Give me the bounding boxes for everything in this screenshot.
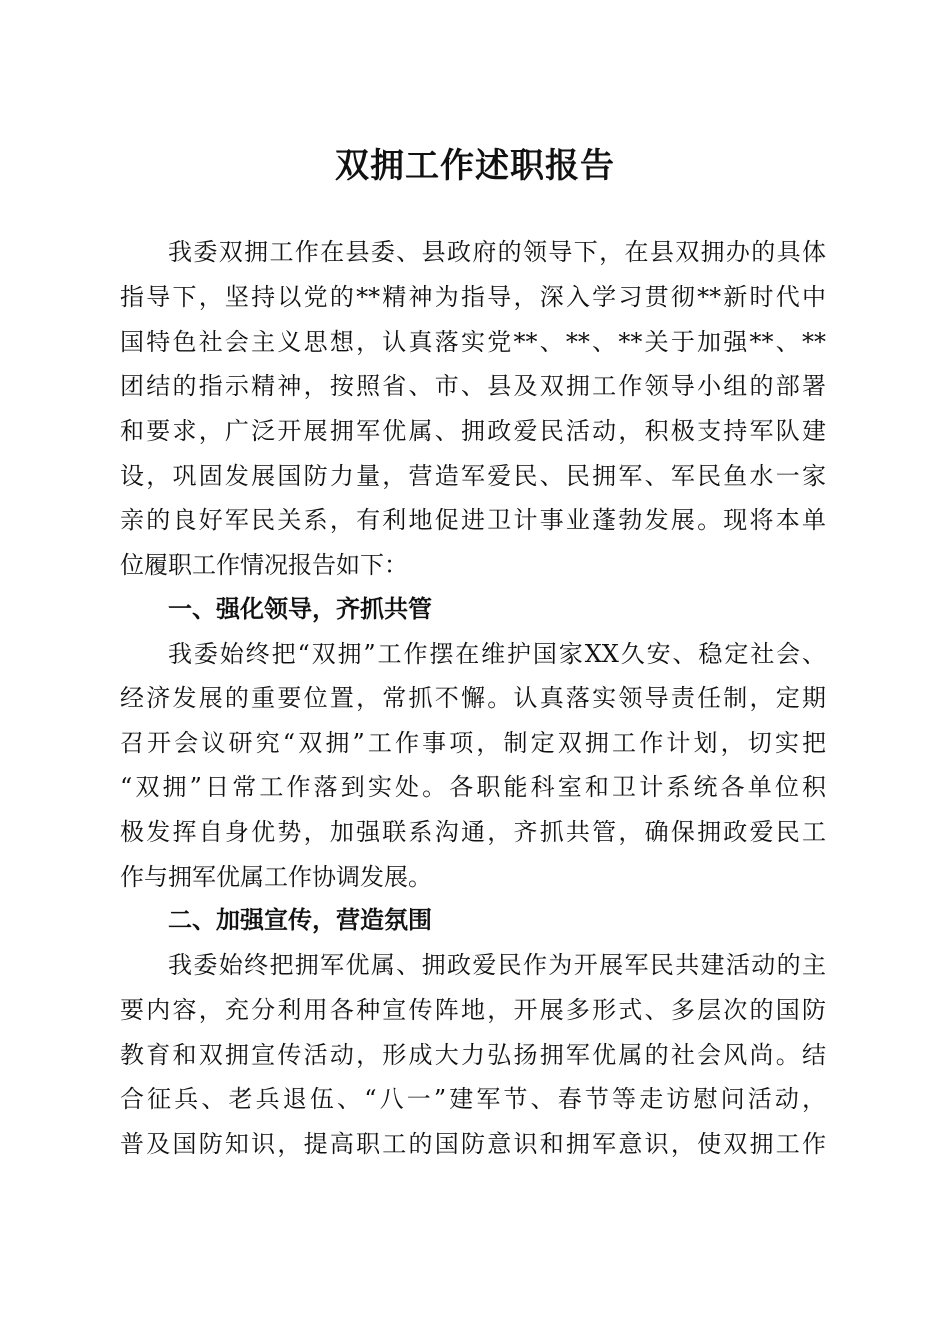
text-line: 教育和双拥宣传活动，形成大力弘扬拥军优属的社会风尚。结 bbox=[120, 1041, 826, 1069]
text-line: 亲的良好军民关系，有利地促进卫计事业蓬勃发展。现将本单 bbox=[120, 506, 826, 534]
text-line: 我委始终把拥军优属、拥政爱民作为开展军民共建活动的主 bbox=[168, 951, 826, 979]
text-line: 我委始终把“双拥”工作摆在维护国家XX久安、稳定社会、 bbox=[168, 640, 826, 668]
text-line: 经济发展的重要位置，常抓不懈。认真落实领导责任制，定期 bbox=[120, 684, 826, 712]
section-heading: 一、强化领导，齐抓共管 bbox=[168, 595, 432, 623]
text-line: 作与拥军优属工作协调发展。 bbox=[120, 863, 432, 891]
text-line: 召开会议研究“双拥”工作事项，制定双拥工作计划，切实把 bbox=[120, 729, 826, 757]
text-line: 设，巩固发展国防力量，营造军爱民、民拥军、军民鱼水一家 bbox=[120, 462, 826, 490]
text-line: 国特色社会主义思想，认真落实党**、**、**关于加强**、** bbox=[120, 328, 826, 356]
text-line: 和要求，广泛开展拥军优属、拥政爱民活动，积极支持军队建 bbox=[120, 417, 826, 445]
text-line: 极发挥自身优势，加强联系沟通，齐抓共管，确保拥政爱民工 bbox=[120, 818, 826, 846]
text-line: 团结的指示精神，按照省、市、县及双拥工作领导小组的部署 bbox=[120, 372, 826, 400]
text-line: 我委双拥工作在县委、县政府的领导下，在县双拥办的具体 bbox=[168, 238, 826, 266]
text-line: 指导下，坚持以党的**精神为指导，深入学习贯彻**新时代中 bbox=[120, 283, 826, 311]
text-line: 要内容，充分利用各种宣传阵地，开展多形式、多层次的国防 bbox=[120, 996, 826, 1024]
document-title: 双拥工作述职报告 bbox=[335, 146, 615, 186]
text-line: 普及国防知识，提高职工的国防意识和拥军意识，使双拥工作 bbox=[120, 1130, 826, 1158]
section-heading: 二、加强宣传，营造氛围 bbox=[168, 906, 432, 934]
text-line: “双拥”日常工作落到实处。各职能科室和卫计系统各单位积 bbox=[120, 773, 826, 801]
text-line: 合征兵、老兵退伍、“八一”建军节、春节等走访慰问活动， bbox=[120, 1085, 826, 1113]
text-line: 位履职工作情况报告如下： bbox=[120, 551, 408, 579]
